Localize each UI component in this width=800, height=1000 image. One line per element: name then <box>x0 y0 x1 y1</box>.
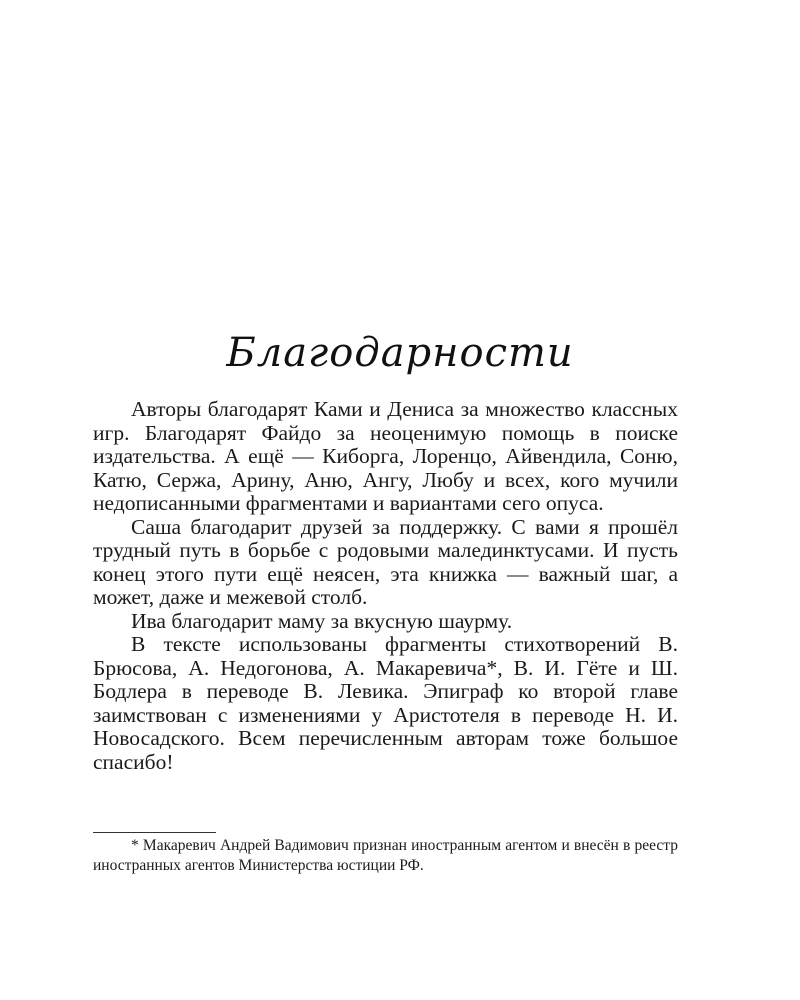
footnote-divider <box>93 832 216 833</box>
page-title: Благодарности <box>226 330 574 376</box>
paragraph: Ива благодарит маму за вкусную шаурму. <box>131 608 513 633</box>
paragraph: В тексте использованы фрагменты стихотворений В. Брюсова, А. Недогонова, А. Макаревича*, В. И. Гёте и Ш. Бодлера в переводе В. Левика. Эпиграф ко второй главе заимствован с изменениями у Аристотеля в переводе Н. И. Новосадского. Всем перечисленным авторам тоже большое спасибо! <box>93 632 678 774</box>
acknowledgements-body <box>93 398 678 774</box>
paragraph: Саша благодарит друзей за поддержку. С вами я прошёл трудный путь в борьбе с родовыми малединктусами. И пусть конец этого пути ещё неясен, эта книжка — важный шаг, а может, даже и межевой столб. <box>93 514 678 609</box>
footnote <box>93 836 678 876</box>
footnote-text: * Макаревич Андрей Вадимович признан иностранным агентом и внесён в реестр иностранных агентов Министерства юстиции РФ. <box>93 837 678 874</box>
paragraph: Авторы благодарят Ками и Дениса за множество классных игр. Благодарят Файдо за неоценимую помощь в поиске издательства. А ещё — Киборга, Лоренцо, Айвендила, Соню, Катю, Сержа, Арину, Аню, Ангу, Любу и всех, кого мучили недописанными фрагментами и вариантами сего опуса. <box>93 397 678 515</box>
